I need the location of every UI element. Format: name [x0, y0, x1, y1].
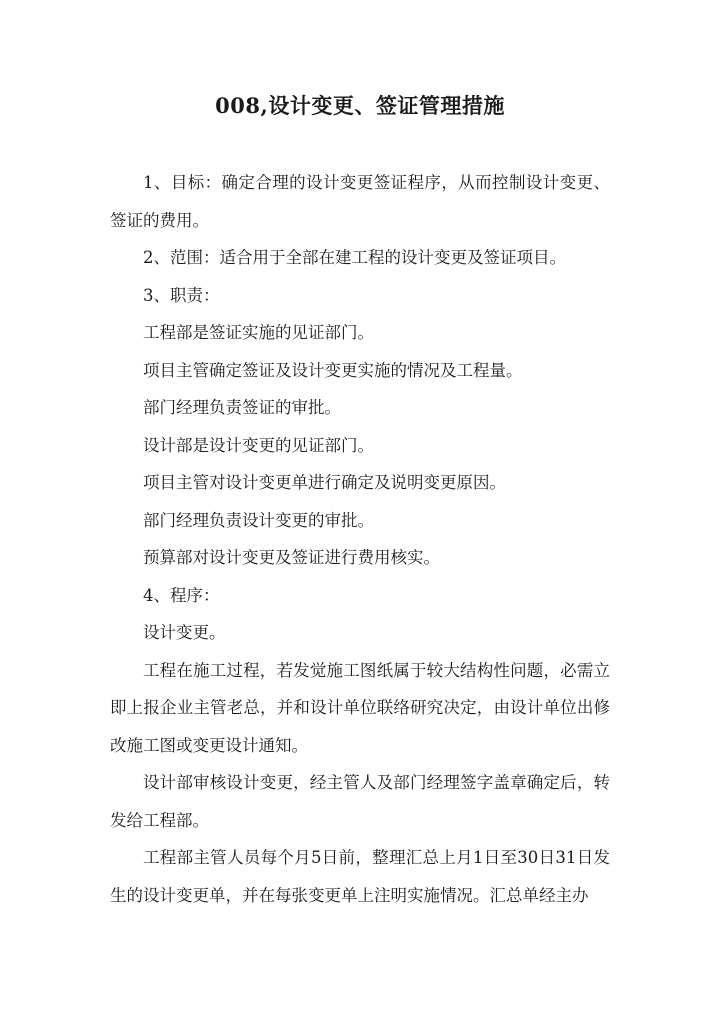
paragraph-procedure-step: 设计部审核设计变更，经主管人及部门经理签字盖章确定后，转发给工程部。: [110, 773, 610, 830]
paragraph-responsibility: 预算部对设计变更及签证进行费用核实。: [143, 548, 440, 567]
paragraph-responsibilities-heading: 3、职责：: [143, 285, 220, 305]
document-body: [110, 164, 610, 914]
paragraph-responsibility: 部门经理负责设计变更的审批。: [143, 510, 374, 530]
paragraph-responsibility: 工程部是签证实施的见证部门。: [143, 323, 374, 342]
paragraph-responsibility: 项目主管确定签证及设计变更实施的情况及工程量。: [143, 360, 523, 380]
paragraph-responsibility: 项目主管对设计变更单进行确定及说明变更原因。: [143, 473, 506, 492]
paragraph-procedure-heading: 4、程序：: [143, 585, 220, 605]
paragraph-responsibility: 设计部是设计变更的见证部门。: [143, 435, 374, 455]
paragraph-procedure-step: 工程部主管人员每个月5日前，整理汇总上月1日至30日31日发生的设计变更单，并在每张变更单上注明实施情况。汇总单经主办: [110, 848, 610, 905]
paragraph-procedure-step: 工程在施工过程，若发觉施工图纸属于较大结构性问题，必需立即上报企业主管老总，并和设计单位联络研究决定，由设计单位出修改施工图或变更设计通知。: [110, 660, 610, 755]
paragraph-responsibility: 部门经理负责签证的审批。: [143, 398, 341, 417]
paragraph-scope: 2、范围：适合用于全部在建工程的设计变更及签证项目。: [143, 248, 566, 267]
document-title: 008,设计变更、签证管理措施: [215, 93, 505, 118]
paragraph-design-change-heading: 设计变更。: [143, 623, 226, 642]
paragraph-goal: 1、目标：确定合理的设计变更签证程序，从而控制设计变更、签证的费用。: [110, 173, 610, 230]
